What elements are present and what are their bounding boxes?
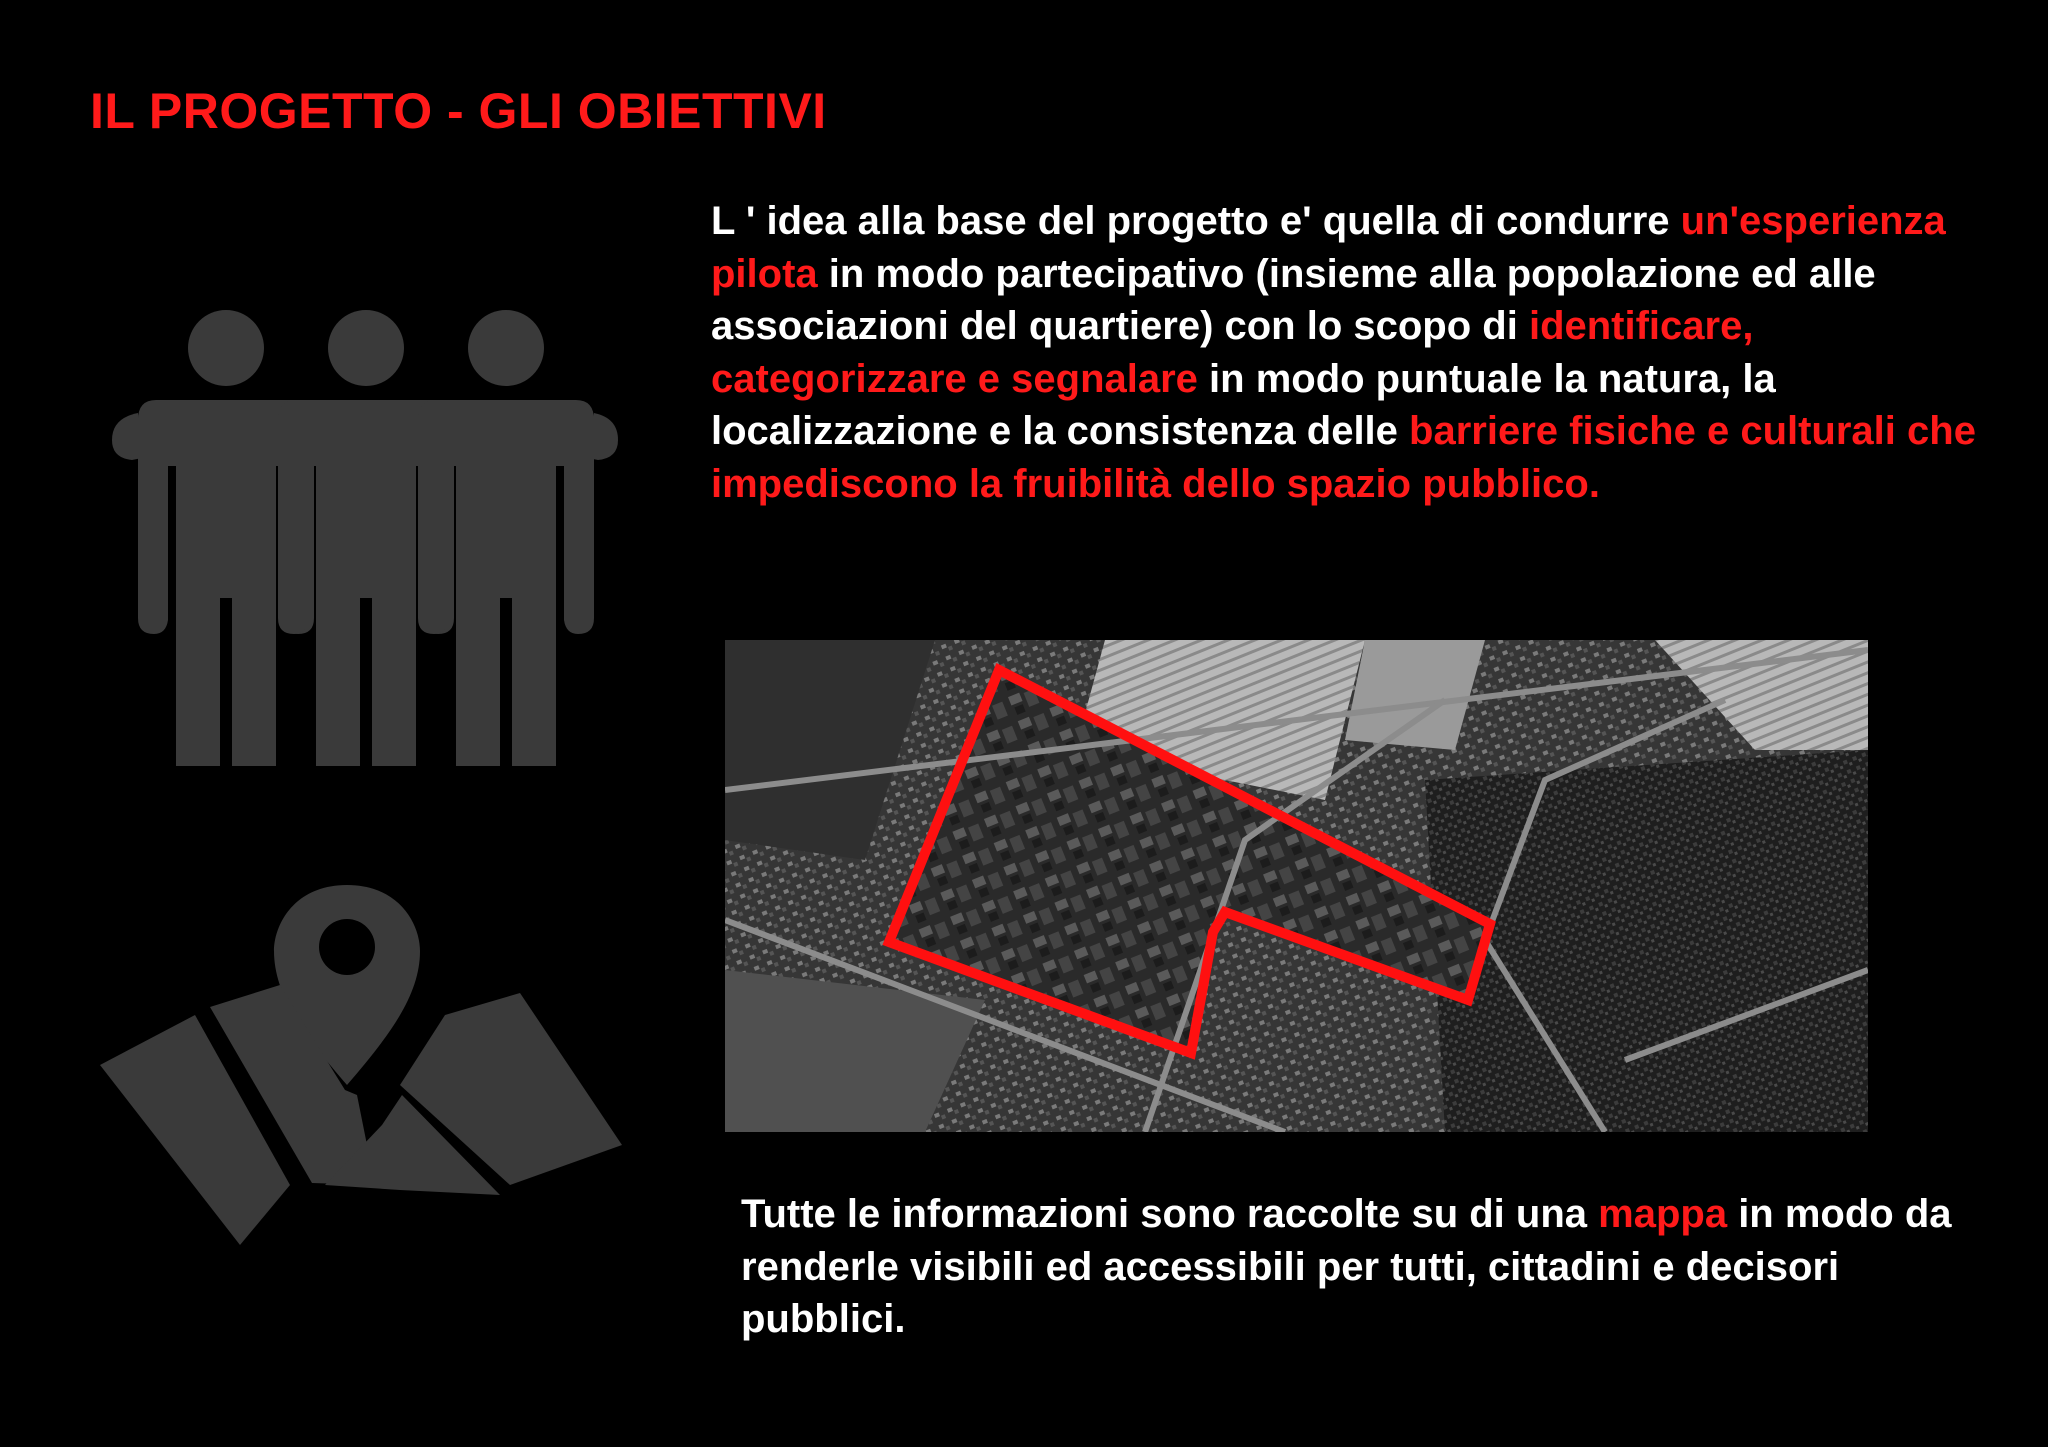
- intro-text-1: L ' idea alla base del progetto e' quella di condurre: [711, 199, 1681, 243]
- intro-highlight-barriers: barriere fisiche e culturali che impediscono la fruibilità dello spazio pubblico.: [711, 409, 1976, 506]
- conclusion-text-1: Tutte le informazioni sono raccolte su di una: [741, 1192, 1599, 1236]
- map-pin-icon: [100, 885, 625, 1245]
- conclusion-highlight-map: mappa: [1598, 1192, 1728, 1236]
- intro-highlight-pilot: un'esperienza pilota: [711, 199, 1946, 296]
- aerial-map-image: [725, 640, 1868, 1132]
- conclusion-paragraph: [741, 1188, 1981, 1346]
- intro-paragraph: [711, 195, 2011, 511]
- people-group-icon: [108, 308, 620, 772]
- intro-highlight-identify: identificare, categorizzare e segnalare: [711, 304, 1754, 401]
- intro-text-3: in modo puntuale la natura, la localizzazione e la consistenza delle: [711, 356, 1776, 454]
- conclusion-text-2: in modo da renderle visibili ed accessibili per tutti, cittadini e decisori pubblici.: [741, 1192, 1952, 1341]
- page-title: IL PROGETTO - GLI OBIETTIVI: [90, 83, 827, 139]
- intro-text-2: in modo partecipativo (insieme alla popolazione ed alle associazioni del quartiere) con lo scopo di: [711, 251, 1876, 349]
